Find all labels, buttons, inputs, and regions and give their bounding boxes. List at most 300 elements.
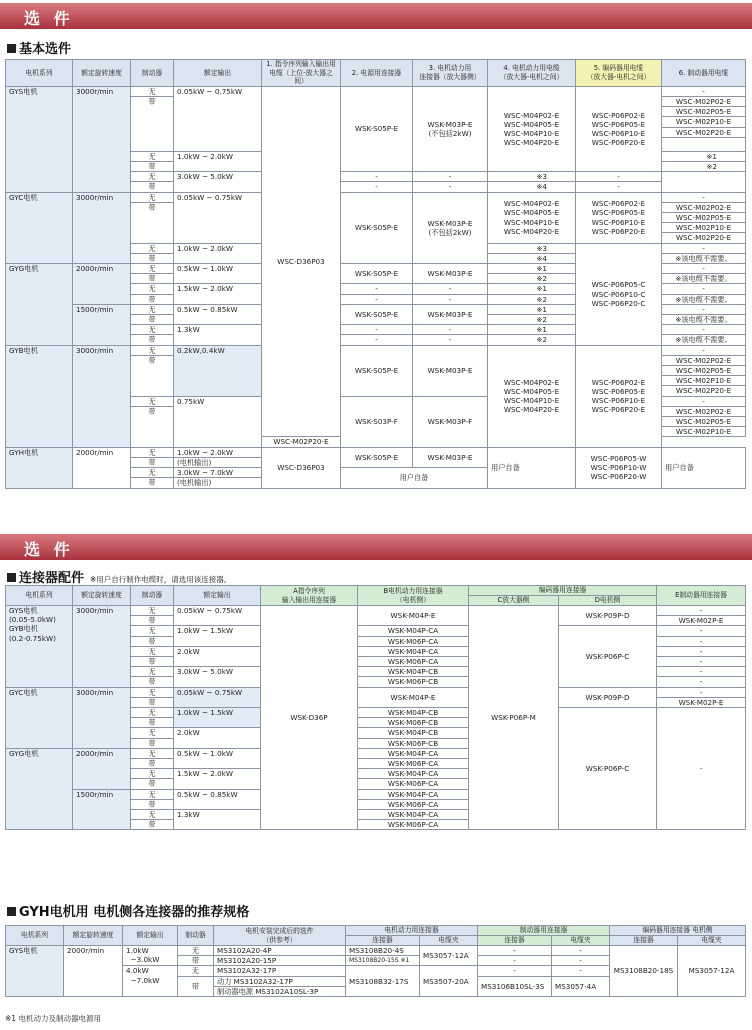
table-cell: MS3108B20-18S	[610, 946, 678, 997]
table-cell	[576, 243, 662, 345]
table-cell: -	[657, 626, 746, 636]
cell-text: GYB电机	[9, 624, 38, 634]
cell-text: WSK-M03P-E	[427, 119, 473, 129]
table-cell	[413, 86, 488, 171]
table-cell: ※该电缆不需要。	[662, 335, 746, 345]
table-cell: MS3057-4A	[552, 976, 610, 996]
table-cell: -	[413, 172, 488, 182]
table-cell: WSC-M02P02-E	[662, 96, 746, 106]
table-cell: (电机输出)	[174, 457, 262, 467]
table-cell: 带	[131, 162, 174, 172]
table-cell: 3.0kW ~ 5.0kW	[174, 667, 261, 687]
table-cell: WSK-M02P-E	[657, 697, 746, 707]
table-cell: 制动器	[178, 926, 214, 946]
table-cell: 无	[131, 810, 174, 820]
table-cell	[576, 86, 662, 171]
table-cell: ※3	[488, 243, 576, 253]
table-cell: WSK-S05P-E	[341, 447, 413, 467]
table-cell: 无	[131, 304, 174, 314]
table-cell: ※1	[488, 284, 576, 294]
table-cell: 0.2kW,0.4kW	[174, 345, 262, 396]
table-cell: -	[662, 345, 746, 355]
table-cell: GYG电机	[6, 264, 73, 346]
cell-text: (不包括2kW)	[428, 227, 472, 237]
table-cell: 电缆夹	[420, 936, 478, 946]
table-cell: WSK-M04P-CB	[358, 728, 469, 738]
table-cell: 无	[131, 748, 174, 758]
table-cell: GYC电机	[6, 192, 73, 263]
table-cell: MS3102A20-15P	[214, 956, 346, 966]
table-cell: 2000r/min	[73, 447, 131, 488]
table-cell: ※该电缆不需要。	[662, 294, 746, 304]
table-cell: WSC-M02P10-E	[662, 427, 746, 437]
table-cell: -	[657, 636, 746, 646]
table-cell: 3000r/min	[73, 687, 131, 748]
table-cell: WSK-M04P-CA	[358, 626, 469, 636]
table-cell: WSK-M03P-E	[413, 264, 488, 284]
cell-text: WSC-M04P10-E	[503, 396, 560, 406]
table-cell: 3000r/min	[73, 192, 131, 263]
table-cell: -	[576, 172, 662, 182]
table-cell: WSK-D36P	[261, 606, 358, 830]
table-cell: WSK-S05P-E	[341, 86, 413, 171]
table-cell: WSC-M02P05-E	[662, 366, 746, 376]
table-cell: 带	[131, 355, 174, 396]
table-cell: 带	[131, 616, 174, 626]
table-cell: WSC-M02P10-E	[662, 376, 746, 386]
table-cell: 2.0kW	[174, 646, 261, 666]
table-cell: 0.5kW ~ 1.0kW	[174, 748, 261, 768]
table-cell: 带	[178, 976, 214, 996]
table-cell: -	[413, 294, 488, 304]
table-cell: -	[341, 335, 413, 345]
table-cell: WSC-M02P20-E	[662, 127, 746, 137]
table-cell: 无	[131, 151, 174, 161]
table-cell: 2000r/min	[73, 264, 131, 305]
table-cell: -	[413, 325, 488, 335]
table-cell: 带	[131, 820, 174, 830]
table-cell: MS3057-12A	[678, 946, 746, 997]
table-cell: 电机安装完成后的选件 （供参考）	[214, 926, 346, 946]
cell-text: WSC-P06P05-C	[591, 280, 646, 290]
table-cell: WSK-M04P-E	[358, 687, 469, 707]
table-cell: 无	[131, 708, 174, 718]
table-cell: 0.05kW ~ 0.75kW	[174, 687, 261, 707]
table-cell: WSK-M04P-CA	[358, 748, 469, 758]
cell-text: WSC-P06P02-E	[591, 377, 646, 387]
section-title-basic	[7, 38, 71, 57]
table-cell: GYH电机	[6, 447, 73, 488]
table-cell: WSK-P06P-C	[559, 708, 657, 830]
table-cell: 3. 电机动力用 连接器（放大器侧）	[413, 60, 488, 87]
table-cell: 无	[178, 946, 214, 956]
table-cell: -	[657, 687, 746, 697]
table-cell: 1500r/min	[73, 304, 131, 345]
table-cell: 2. 电源用连接器	[341, 60, 413, 87]
table-cell: 无	[131, 626, 174, 636]
table-cell: ※2	[488, 294, 576, 304]
table-cell: -	[552, 946, 610, 956]
table-cell	[488, 345, 576, 447]
table-cell: MS3102A20-4P	[214, 946, 346, 956]
cell-text: WSC-P06P05-E	[591, 208, 646, 218]
table-cell: -	[576, 182, 662, 192]
table-cell: WSK-M03P-F	[413, 396, 488, 447]
table-cell: WSK-P06P-M	[469, 606, 559, 830]
cell-text: WSC-M04P05-E	[503, 119, 560, 129]
table-cell: 1.0kW ~ 2.0kW	[174, 151, 262, 171]
table-cell: -	[662, 192, 746, 202]
cell-text: WSC-M04P02-E	[503, 199, 560, 209]
table-cell: WSC-M02P02-E	[662, 406, 746, 416]
table-cell: -	[662, 284, 746, 294]
table-cell: WSK-M06P-CA	[358, 636, 469, 646]
table-cell: 带	[131, 406, 174, 447]
table-cell: 带	[131, 315, 174, 325]
table-cell: B电机动力用连接器 （电机侧）	[358, 586, 469, 606]
table-cell: E制动器用连接器	[657, 586, 746, 606]
table-cell: 带	[131, 677, 174, 687]
cell-text: WSC-P06P20-W	[590, 472, 647, 482]
table-cell: GYC电机	[6, 687, 73, 748]
table-cell: 1.3kW	[174, 810, 261, 830]
table-cell: 带	[131, 335, 174, 345]
table-cell: -	[341, 182, 413, 192]
table-cell: 无	[178, 966, 214, 976]
table-cell	[6, 606, 73, 688]
table-cell: 1500r/min	[73, 789, 131, 830]
cell-text: 选 件	[24, 9, 74, 28]
table-cell: WSC-M02P10-E	[662, 117, 746, 127]
table-cell: 用户自备	[488, 447, 576, 488]
cell-text: WSC-P06P20-E	[591, 226, 646, 236]
table-cell: WSK-M04P-CB	[358, 667, 469, 677]
table-cell: WSC-M02P02-E	[662, 202, 746, 212]
table-cell: ※4	[488, 253, 576, 263]
cell-text: WSC-P06P05-E	[591, 119, 646, 129]
table-cell: 带	[131, 636, 174, 646]
table-cell: -	[657, 657, 746, 667]
table-cell: 5. 编码器用电缆 （放大器-电机之间）	[576, 60, 662, 87]
table-cell: 无	[131, 447, 174, 457]
cell-text: 4.0kW	[126, 966, 149, 976]
cell-text: WSC-P06P05-W	[590, 453, 647, 463]
table-cell: WSK-P09P-D	[559, 606, 657, 626]
table-cell: WSC-M02P20-E	[662, 386, 746, 396]
table-cell: WSK-M04P-CA	[358, 789, 469, 799]
connector-table	[5, 585, 746, 830]
table-cell: WSC-M02P20-E	[662, 233, 746, 243]
table-cell: 0.5kW ~ 0.85kW	[174, 304, 262, 324]
table-cell: 带	[131, 779, 174, 789]
table-cell: 额定旋转速度	[73, 60, 131, 87]
table-cell: ※该电缆不需要。	[662, 253, 746, 263]
cell-text: WSC-P06P20-E	[591, 405, 646, 415]
cell-text: GYS电机	[9, 606, 38, 615]
table-cell: ※1	[488, 325, 576, 335]
table-cell: 无	[131, 172, 174, 182]
table-cell: 0.75kW	[174, 396, 262, 447]
table-cell: 1.0kW ~ 1.5kW	[174, 708, 261, 728]
table-cell: MS3057-12A	[420, 946, 478, 966]
table-cell: 额定输出	[123, 926, 178, 946]
table-cell: 2000r/min	[64, 946, 123, 997]
table-cell: WSK-M02P-E	[657, 616, 746, 626]
table-cell: MS3507-20A	[420, 966, 478, 997]
table-cell: 无	[131, 192, 174, 202]
table-cell: 制动器	[131, 586, 174, 606]
table-cell: 1.0kW ~ 2.0kW	[174, 447, 262, 457]
cell-text: WSC-M04P02-E	[503, 377, 560, 387]
cell-text	[7, 44, 16, 53]
table-cell: 1.3kW	[174, 325, 262, 345]
table-cell: ※1	[488, 264, 576, 274]
table-cell: 带	[131, 697, 174, 707]
table-cell: WSK-S05P-E	[341, 304, 413, 324]
table-cell: 带	[131, 96, 174, 151]
table-cell: WSK-M06P-CA	[358, 820, 469, 830]
table-cell: -	[341, 172, 413, 182]
table-cell: WSC-D36P03	[262, 447, 341, 488]
cell-text: WSC-P06P10-E	[591, 396, 646, 406]
table-cell: ※3	[488, 172, 576, 182]
table-cell: ※该电缆不需要。	[662, 315, 746, 325]
table-cell: GYS电机	[6, 86, 73, 192]
table-cell	[662, 137, 746, 151]
table-cell: 带	[178, 956, 214, 966]
table-cell: ※2	[662, 162, 746, 172]
table-cell: 带	[131, 202, 174, 243]
table-cell	[123, 966, 178, 997]
table-cell: 无	[131, 86, 174, 96]
cell-text: WSK-M03P-E	[427, 218, 473, 228]
table-cell: -	[552, 956, 610, 966]
table-cell: 额定输出	[174, 60, 262, 87]
table-cell: WSK-S03P-F	[341, 396, 413, 447]
table-cell: 制动器用连接器	[478, 926, 610, 936]
table-cell: -	[657, 667, 746, 677]
table-cell: -	[478, 956, 552, 966]
table-cell: 连接器	[610, 936, 678, 946]
table-cell: 带	[131, 294, 174, 304]
table-cell: 无	[131, 264, 174, 274]
cell-text: (0.05-5.0kW)	[9, 615, 56, 625]
table-cell: WSK-S05P-E	[341, 192, 413, 263]
table-cell: ※4	[488, 182, 576, 192]
cell-text: WSC-P06P20-C	[591, 298, 646, 308]
cell-text: WSC-M04P05-E	[503, 386, 560, 396]
table-cell: ※1	[662, 151, 746, 161]
table-cell: 3.0kW ~ 7.0kW	[174, 468, 262, 478]
table-cell: WSK-M04P-CB	[358, 708, 469, 718]
table-cell: WSK-M06P-CB	[358, 738, 469, 748]
table-cell: GYS电机	[6, 946, 64, 997]
table-cell: 0.05kW ~ 0.75kW	[174, 86, 262, 151]
table-cell: WSK-M03P-E	[413, 447, 488, 467]
table-cell: MS3108B20-15S ※1	[346, 956, 420, 966]
table-cell: WSK-M06P-CA	[358, 779, 469, 789]
table-cell	[488, 192, 576, 243]
basic-options-table	[5, 59, 746, 489]
cell-text: (不包括2kW)	[428, 128, 472, 138]
gyh-connector-table	[5, 925, 746, 997]
table-cell: 带	[131, 738, 174, 748]
table-cell: -	[478, 946, 552, 956]
table-cell: WSC-M02P05-E	[662, 213, 746, 223]
table-cell: -	[657, 677, 746, 687]
table-cell: WSK-P09P-D	[559, 687, 657, 707]
cell-text: GYH电机用 电机侧各连接器的推荐规格	[19, 905, 250, 920]
table-cell: WSK-M04P-E	[358, 606, 469, 626]
cell-text: WSC-M04P20-E	[503, 138, 560, 148]
table-cell: WSC-M02P20-E	[262, 437, 341, 447]
table-cell: GYG电机	[6, 748, 73, 830]
section-title-connector	[7, 567, 231, 586]
table-cell: 1. 指令序列输入输出用 电缆（上位-放大器之间）	[262, 60, 341, 87]
table-cell: MS3102A32-17P	[214, 966, 346, 976]
table-cell: D电机侧	[559, 596, 657, 606]
cell-text: WSC-M04P05-E	[503, 208, 560, 218]
cell-text	[7, 573, 16, 582]
table-cell: -	[662, 243, 746, 253]
table-cell	[413, 192, 488, 263]
cell-text: 1.0kW	[126, 946, 149, 955]
cell-text: ~3.0kW	[130, 955, 160, 965]
table-cell: 制动器电源 MS3102A10SL-3P	[214, 986, 346, 996]
table-cell: 无	[131, 468, 174, 478]
table-cell: -	[657, 646, 746, 656]
table-cell	[576, 447, 662, 488]
table-cell: -	[341, 325, 413, 335]
table-cell: 带	[131, 657, 174, 667]
table-cell: MS3108B20-4S	[346, 946, 420, 956]
table-cell: 无	[131, 769, 174, 779]
table-cell: 编码器用连接器	[469, 586, 657, 596]
table-cell: 6. 制动器用电缆	[662, 60, 746, 87]
table-cell: WSC-M02P10-E	[662, 223, 746, 233]
table-cell: 无	[131, 687, 174, 697]
table-cell: 带	[131, 478, 174, 488]
cell-text: 选 件	[24, 540, 74, 559]
table-cell: 无	[131, 667, 174, 677]
cell-text	[7, 907, 16, 916]
cell-text: WSC-P06P10-W	[590, 462, 647, 472]
table-cell: 0.5kW ~ 1.0kW	[174, 264, 262, 284]
table-cell: -	[662, 304, 746, 314]
table-cell: 无	[131, 789, 174, 799]
table-cell: 电缆夹	[678, 936, 746, 946]
table-cell: 额定旋转速度	[64, 926, 123, 946]
cell-text: WSC-P06P20-E	[591, 138, 646, 148]
table-cell: WSC-M02P02-E	[662, 355, 746, 365]
table-cell: 额定输出	[174, 586, 261, 606]
table-cell: -	[341, 294, 413, 304]
table-cell: ※该电缆不需要。	[662, 274, 746, 284]
cell-text: (0.2-0.75kW)	[9, 633, 56, 643]
footnote: ※1 电机动力及制动器电源用	[5, 1014, 101, 1023]
table-cell: 0.05kW ~ 0.75kW	[174, 192, 262, 243]
table-cell: 制动器	[131, 60, 174, 87]
table-cell: 带	[131, 759, 174, 769]
table-cell: -	[413, 284, 488, 294]
table-cell: 1.0kW ~ 1.5kW	[174, 626, 261, 646]
table-cell: 无	[131, 284, 174, 294]
table-cell: 3000r/min	[73, 86, 131, 192]
table-cell: 无	[131, 646, 174, 656]
table-cell: 无	[131, 606, 174, 616]
table-cell: WSK-M03P-E	[413, 304, 488, 324]
table-cell: WSC-M02P05-E	[662, 107, 746, 117]
section-title-gyh	[7, 901, 249, 920]
table-cell: 无	[131, 345, 174, 355]
table-cell: ※2	[488, 274, 576, 284]
table-cell: WSC-D36P03	[262, 86, 341, 437]
table-cell: -	[552, 966, 610, 976]
cell-text: WSC-M04P10-E	[503, 128, 560, 138]
table-cell: 电机系列	[6, 60, 73, 87]
table-cell	[488, 86, 576, 171]
table-cell: WSK-M04P-CA	[358, 810, 469, 820]
cell-text: WSC-M04P10-E	[503, 217, 560, 227]
cell-text: WSC-P06P02-E	[591, 110, 646, 120]
table-cell: WSK-M06P-CA	[358, 799, 469, 809]
table-cell: ※1	[488, 304, 576, 314]
table-cell: -	[662, 396, 746, 406]
table-cell: 带	[131, 253, 174, 263]
table-cell: ※2	[488, 315, 576, 325]
table-cell: 0.05kW ~ 0.75kW	[174, 606, 261, 626]
table-cell: WSK-M06P-CA	[358, 759, 469, 769]
table-cell	[123, 946, 178, 966]
table-cell: -	[657, 708, 746, 830]
table-cell: 电机动力用连接器	[346, 926, 478, 936]
table-cell: 编码器用连接器 电机侧	[610, 926, 746, 936]
table-cell: 4. 电机动力用电缆 （放大器-电机之间）	[488, 60, 576, 87]
table-cell: 无	[131, 396, 174, 406]
table-cell: -	[478, 966, 552, 976]
table-cell: 无	[131, 325, 174, 335]
table-cell: GYB电机	[6, 345, 73, 447]
table-cell: WSC-M02P05-E	[662, 417, 746, 427]
table-cell: 1.0kW ~ 2.0kW	[174, 243, 262, 263]
table-cell: WSK-M06P-CB	[358, 718, 469, 728]
table-cell: 带	[131, 799, 174, 809]
table-cell: 连接器	[478, 936, 552, 946]
cell-text: WSC-M04P20-E	[503, 405, 560, 415]
table-cell: 无	[131, 243, 174, 253]
table-cell: 额定旋转速度	[73, 586, 131, 606]
cell-text: WSC-M04P02-E	[503, 110, 560, 120]
table-cell: WSK-M06P-CA	[358, 657, 469, 667]
cell-text: 基本选件	[19, 42, 72, 57]
table-cell: WSK-M03P-E	[413, 345, 488, 396]
table-cell: 0.5kW ~ 0.85kW	[174, 789, 261, 809]
table-cell: C放大器侧	[469, 596, 559, 606]
cell-text: ~7.0kW	[130, 975, 160, 985]
cell-text: WSC-P06P10-E	[591, 217, 646, 227]
table-cell: 动力 MS3102A32-17P	[214, 976, 346, 986]
table-cell: 连接器	[346, 936, 420, 946]
cell-text: WSC-P06P02-E	[591, 199, 646, 209]
cell-text: WSC-P06P10-C	[591, 289, 646, 299]
table-cell: 3.0kW ~ 5.0kW	[174, 172, 262, 192]
table-cell: -	[341, 284, 413, 294]
table-cell: WSK-M04P-CA	[358, 769, 469, 779]
table-cell: A指令序列 输入输出用连接器	[261, 586, 358, 606]
table-cell: 带	[131, 182, 174, 192]
table-cell: WSK-M06P-CB	[358, 677, 469, 687]
options-banner	[0, 3, 752, 29]
